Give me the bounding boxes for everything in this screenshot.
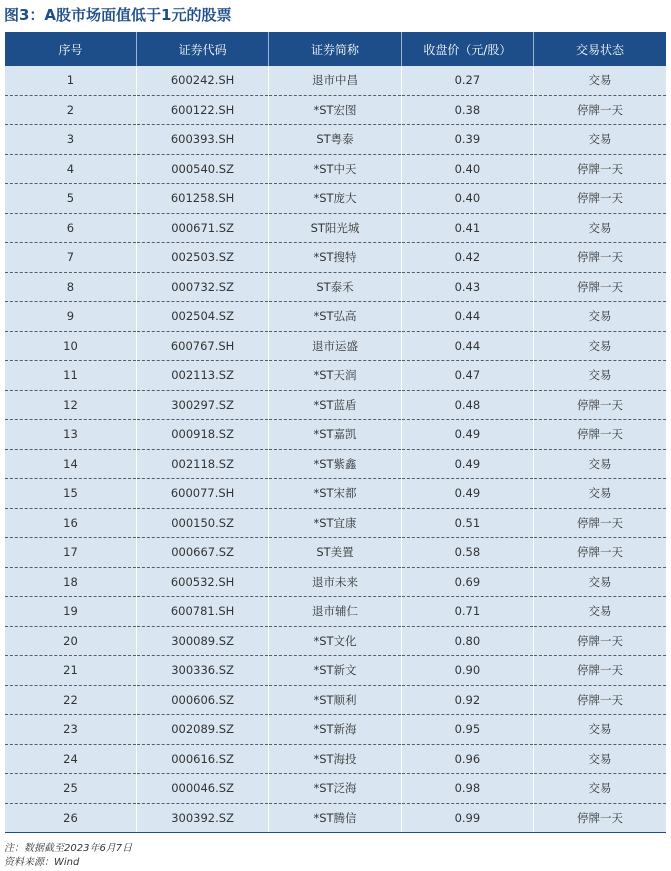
table-row <box>5 125 666 155</box>
cell-close-price: 0.42 <box>401 243 533 273</box>
cell-security-code: 000606.SZ <box>136 685 268 715</box>
cell-index: 24 <box>5 744 136 774</box>
cell-trading-status: 停牌一天 <box>534 390 666 420</box>
cell-close-price: 0.51 <box>401 508 533 538</box>
table-row <box>5 774 666 804</box>
footnote-date: 注：数据截至2023年6月7日 <box>4 843 133 854</box>
cell-security-name: *ST宋都 <box>269 479 401 509</box>
cell-security-code: 600767.SH <box>136 331 268 361</box>
cell-security-name: *ST中天 <box>269 154 401 184</box>
cell-trading-status: 停牌一天 <box>534 538 666 568</box>
table-row <box>5 508 666 538</box>
table-row <box>5 626 666 656</box>
cell-security-name: *ST嘉凯 <box>269 420 401 450</box>
table-row <box>5 302 666 332</box>
cell-trading-status: 交易 <box>534 744 666 774</box>
cell-security-code: 002503.SZ <box>136 243 268 273</box>
cell-security-code: 600532.SH <box>136 567 268 597</box>
cell-security-code: 300089.SZ <box>136 626 268 656</box>
cell-index: 6 <box>5 213 136 243</box>
cell-close-price: 0.92 <box>401 685 533 715</box>
cell-trading-status: 停牌一天 <box>534 95 666 125</box>
cell-index: 5 <box>5 184 136 214</box>
cell-close-price: 0.41 <box>401 213 533 243</box>
low-price-stocks-table <box>5 32 666 833</box>
table-row <box>5 272 666 302</box>
cell-security-name: 退市未来 <box>269 567 401 597</box>
cell-security-name: *ST文化 <box>269 626 401 656</box>
cell-index: 23 <box>5 715 136 745</box>
cell-trading-status: 交易 <box>534 331 666 361</box>
cell-trading-status: 停牌一天 <box>534 243 666 273</box>
table-row <box>5 597 666 627</box>
cell-security-name: *ST宜康 <box>269 508 401 538</box>
cell-security-code: 000046.SZ <box>136 774 268 804</box>
cell-security-code: 000918.SZ <box>136 420 268 450</box>
cell-security-code: 300392.SZ <box>136 803 268 833</box>
cell-security-name: *ST腾信 <box>269 803 401 833</box>
cell-close-price: 0.80 <box>401 626 533 656</box>
cell-security-code: 300336.SZ <box>136 656 268 686</box>
header-security-name: 证券简称 <box>269 32 401 66</box>
cell-security-name: *ST搜特 <box>269 243 401 273</box>
table-row <box>5 184 666 214</box>
table-row <box>5 744 666 774</box>
table-row <box>5 449 666 479</box>
cell-index: 14 <box>5 449 136 479</box>
cell-trading-status: 交易 <box>534 567 666 597</box>
cell-security-code: 000616.SZ <box>136 744 268 774</box>
cell-index: 17 <box>5 538 136 568</box>
cell-trading-status: 停牌一天 <box>534 420 666 450</box>
cell-close-price: 0.44 <box>401 302 533 332</box>
table-row <box>5 154 666 184</box>
table-row <box>5 361 666 391</box>
cell-index: 7 <box>5 243 136 273</box>
cell-trading-status: 交易 <box>534 302 666 332</box>
cell-security-code: 600781.SH <box>136 597 268 627</box>
cell-security-name: 退市运盛 <box>269 331 401 361</box>
cell-close-price: 0.47 <box>401 361 533 391</box>
table-row <box>5 656 666 686</box>
cell-trading-status: 停牌一天 <box>534 184 666 214</box>
cell-security-name: *ST新文 <box>269 656 401 686</box>
cell-security-code: 000671.SZ <box>136 213 268 243</box>
cell-security-name: ST泰禾 <box>269 272 401 302</box>
cell-index: 26 <box>5 803 136 833</box>
cell-index: 15 <box>5 479 136 509</box>
table-header-row <box>5 32 666 66</box>
cell-index: 25 <box>5 774 136 804</box>
cell-trading-status: 停牌一天 <box>534 685 666 715</box>
table-body <box>5 66 666 833</box>
table-row <box>5 95 666 125</box>
cell-index: 9 <box>5 302 136 332</box>
cell-security-name: *ST天润 <box>269 361 401 391</box>
cell-security-name: 退市中昌 <box>269 66 401 95</box>
cell-security-name: ST粤泰 <box>269 125 401 155</box>
figure-title: 图3：A股市场面值低于1元的股票 <box>4 6 232 24</box>
cell-close-price: 0.96 <box>401 744 533 774</box>
cell-index: 18 <box>5 567 136 597</box>
cell-trading-status: 交易 <box>534 125 666 155</box>
table-row <box>5 66 666 95</box>
header-close-price: 收盘价（元/股） <box>401 32 533 66</box>
cell-security-name: *ST新海 <box>269 715 401 745</box>
header-trading-status: 交易状态 <box>534 32 666 66</box>
cell-security-name: *ST蓝盾 <box>269 390 401 420</box>
cell-security-name: 退市辅仁 <box>269 597 401 627</box>
cell-index: 3 <box>5 125 136 155</box>
table-row <box>5 685 666 715</box>
cell-trading-status: 交易 <box>534 449 666 479</box>
table-row <box>5 420 666 450</box>
cell-security-name: *ST庞大 <box>269 184 401 214</box>
cell-security-code: 002089.SZ <box>136 715 268 745</box>
cell-close-price: 0.69 <box>401 567 533 597</box>
cell-close-price: 0.38 <box>401 95 533 125</box>
cell-security-code: 002118.SZ <box>136 449 268 479</box>
cell-index: 10 <box>5 331 136 361</box>
cell-index: 12 <box>5 390 136 420</box>
cell-security-name: *ST宏图 <box>269 95 401 125</box>
cell-index: 4 <box>5 154 136 184</box>
cell-security-code: 600077.SH <box>136 479 268 509</box>
cell-trading-status: 停牌一天 <box>534 508 666 538</box>
cell-trading-status: 交易 <box>534 715 666 745</box>
table-row <box>5 715 666 745</box>
cell-security-name: *ST海投 <box>269 744 401 774</box>
cell-index: 11 <box>5 361 136 391</box>
cell-security-code: 600393.SH <box>136 125 268 155</box>
cell-trading-status: 停牌一天 <box>534 154 666 184</box>
cell-index: 8 <box>5 272 136 302</box>
cell-close-price: 0.44 <box>401 331 533 361</box>
cell-trading-status: 交易 <box>534 213 666 243</box>
cell-close-price: 0.39 <box>401 125 533 155</box>
cell-trading-status: 停牌一天 <box>534 803 666 833</box>
cell-security-code: 000540.SZ <box>136 154 268 184</box>
cell-security-code: 300297.SZ <box>136 390 268 420</box>
cell-close-price: 0.40 <box>401 154 533 184</box>
cell-close-price: 0.95 <box>401 715 533 745</box>
cell-index: 1 <box>5 66 136 95</box>
table-row <box>5 331 666 361</box>
cell-close-price: 0.71 <box>401 597 533 627</box>
cell-trading-status: 交易 <box>534 479 666 509</box>
table-row <box>5 243 666 273</box>
table-row <box>5 803 666 833</box>
cell-close-price: 0.98 <box>401 774 533 804</box>
cell-trading-status: 停牌一天 <box>534 656 666 686</box>
cell-trading-status: 交易 <box>534 597 666 627</box>
cell-security-name: *ST紫鑫 <box>269 449 401 479</box>
cell-index: 20 <box>5 626 136 656</box>
cell-index: 19 <box>5 597 136 627</box>
cell-close-price: 0.99 <box>401 803 533 833</box>
cell-trading-status: 交易 <box>534 361 666 391</box>
cell-trading-status: 停牌一天 <box>534 626 666 656</box>
cell-close-price: 0.27 <box>401 66 533 95</box>
cell-index: 13 <box>5 420 136 450</box>
cell-close-price: 0.49 <box>401 479 533 509</box>
header-index: 序号 <box>5 32 136 66</box>
cell-index: 21 <box>5 656 136 686</box>
cell-security-code: 002504.SZ <box>136 302 268 332</box>
cell-close-price: 0.48 <box>401 390 533 420</box>
table-row <box>5 479 666 509</box>
cell-security-name: ST美置 <box>269 538 401 568</box>
cell-index: 22 <box>5 685 136 715</box>
cell-trading-status: 交易 <box>534 66 666 95</box>
cell-security-code: 000150.SZ <box>136 508 268 538</box>
cell-security-code: 000732.SZ <box>136 272 268 302</box>
footnote-source: 资料来源：Wind <box>4 857 80 868</box>
cell-security-code: 002113.SZ <box>136 361 268 391</box>
cell-close-price: 0.90 <box>401 656 533 686</box>
cell-close-price: 0.40 <box>401 184 533 214</box>
cell-security-name: *ST弘高 <box>269 302 401 332</box>
table-row <box>5 567 666 597</box>
table-row <box>5 213 666 243</box>
cell-security-name: *ST泛海 <box>269 774 401 804</box>
cell-security-code: 000667.SZ <box>136 538 268 568</box>
cell-trading-status: 停牌一天 <box>534 272 666 302</box>
cell-security-code: 601258.SH <box>136 184 268 214</box>
cell-index: 2 <box>5 95 136 125</box>
table-row <box>5 538 666 568</box>
cell-close-price: 0.49 <box>401 449 533 479</box>
cell-close-price: 0.58 <box>401 538 533 568</box>
cell-close-price: 0.43 <box>401 272 533 302</box>
cell-security-code: 600122.SH <box>136 95 268 125</box>
cell-security-code: 600242.SH <box>136 66 268 95</box>
cell-close-price: 0.49 <box>401 420 533 450</box>
header-security-code: 证券代码 <box>136 32 268 66</box>
cell-trading-status: 交易 <box>534 774 666 804</box>
cell-security-name: *ST顺利 <box>269 685 401 715</box>
cell-security-name: ST阳光城 <box>269 213 401 243</box>
cell-index: 16 <box>5 508 136 538</box>
table-row <box>5 390 666 420</box>
